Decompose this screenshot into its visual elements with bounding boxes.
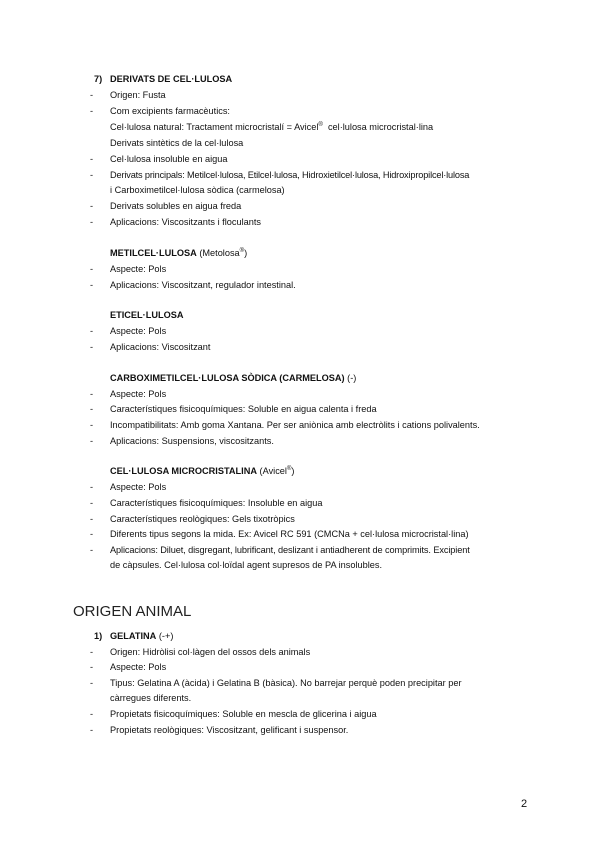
bullet-dash: - xyxy=(90,389,94,399)
bullet-dash: - xyxy=(90,529,94,539)
bullet-dash: - xyxy=(90,404,94,414)
bullet-dash: - xyxy=(90,662,94,672)
bullet-dash: - xyxy=(90,482,94,492)
bullet-dash: - xyxy=(90,678,94,688)
heading-number: 7) xyxy=(94,74,103,84)
section-title: ORIGEN ANIMAL xyxy=(73,603,192,620)
bullet-dash: - xyxy=(90,264,94,274)
heading-title: DERIVATS DE CEL·LULOSA xyxy=(110,74,233,84)
bullet-dash: - xyxy=(90,90,94,100)
bullet-dash: - xyxy=(90,436,94,446)
bullet-dash: - xyxy=(90,154,94,164)
bullet-dash: - xyxy=(90,725,94,735)
heading-number: 1) xyxy=(94,631,103,641)
bullet-dash: - xyxy=(90,217,94,227)
page-number: 2 xyxy=(521,798,528,810)
document-page: 7) DERIVATS DE CEL·LULOSA - Origen: Fusta - Com excipients farmacèutics: Cel·lulosa natural: Tractament microcristalí = Avicel® cel·lulosa microcristal·lina Derivats sintètics de la cel·lulosa - Cel·lulosa insoluble en aigua - Derivats principals: Metilcel·lulosa, Etilcel·lulosa, Hidroxietilcel·lulosa, Hidroxipropilcel·lulosa i Carboximetilcel·lulosa sòdica (carmelosa) - Derivats solubles en aigua freda - Aplicacions: Viscositzants i floculants METILCEL·LULOSA (Metolosa®) - Aspecte: Pols - Aplicacions: Viscositzant, regulador intestinal. ETICEL·LULOSA - Aspecte: Pols - Aplicacions: Viscositzant CARBOXIMETILCEL·LULOSA SÒDICA (CARMELOSA) (-) - Aspecte: Pols - Característiques fisicoquímiques: Soluble en aigua calenta i freda - Incompatibilitats: Amb goma Xantana. Per ser aniònica amb electròlits i cations polivalents. - Aplicacions: Suspensions, viscositzants. CEL·LULOSA MICROCRISTALINA (Avicel®) - Aspecte: Pols - Característiques fisicoquímiques: Insoluble en aigua - Característiques reològiques: Gels tixotròpics - Diferents tipus segons la mida. Ex: Avicel RC 591 (CMCNa + cel·lulosa microcristal·lina) - Aplicacions: Diluet, disgregant, lubrificant, deslizant i antiadherent de comprimits. Excipient de càpsules. Cel·lulosa col·loïdal agent supresos de PA insolubles. ORIGEN ANIMAL 1) GELATINA (-+) - Origen: Hidròlisi col·làgen del ossos dels animals - Aspecte: Pols - Tipus: Gelatina A (àcida) i Gelatina B (bàsica). No barrejar perquè poden precipitar per càrregues diferents. - Propietats fisicoquímiques: Soluble en mescla de glicerina i aigua - Propietats reològiques: Viscositzant, gelificant i suspensor. 2 xyxy=(73,74,528,810)
bullet-dash: - xyxy=(90,420,94,430)
bullet-dash: - xyxy=(90,647,94,657)
bullet-dash: - xyxy=(90,326,94,336)
bullet-dash: - xyxy=(90,280,94,290)
bullet-dash: - xyxy=(90,342,94,352)
bullet-dash: - xyxy=(90,709,94,719)
bullet-dash: - xyxy=(90,170,94,180)
bullet-dash: - xyxy=(90,106,94,116)
bullet-dash: - xyxy=(90,545,94,555)
bullet-dash: - xyxy=(90,201,94,211)
bullet-dash: - xyxy=(90,498,94,508)
bullet-dash: - xyxy=(90,514,94,524)
